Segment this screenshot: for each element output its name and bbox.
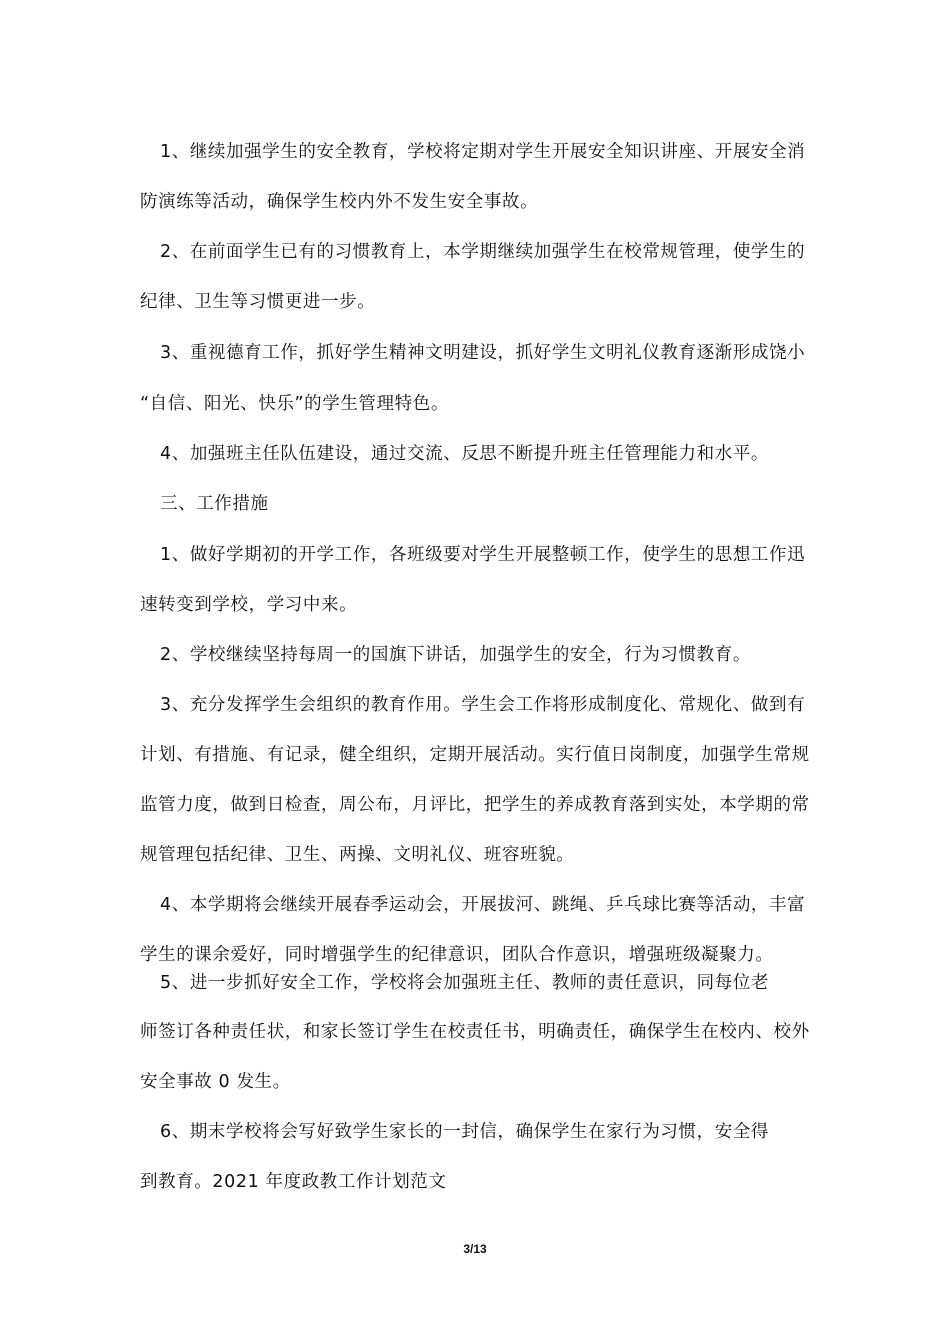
section-heading: 三、工作措施 xyxy=(160,494,269,514)
paragraph-line: 师签订各种责任状，和家长签订学生在校责任书，明确责任，确保学生在校内、校外 xyxy=(140,1022,810,1042)
paragraph-line: 纪律、卫生等习惯更进一步。 xyxy=(140,292,376,312)
paragraph-line: 到教育。2021 年度政教工作计划范文 xyxy=(140,1172,447,1192)
paragraph-line: 5、进一步抓好安全工作，学校将会加强班主任、教师的责任意识，同每位老 xyxy=(160,973,770,993)
paragraph-line: 1、继续加强学生的安全教育，学校将定期对学生开展安全知识讲座、开展安全消 xyxy=(160,142,806,162)
paragraph-line: 规管理包括纪律、卫生、两操、文明礼仪、班容班貌。 xyxy=(140,845,575,865)
page-number: 3/13 xyxy=(463,1242,487,1256)
paragraph-line: 监管力度，做到日检查，周公布，月评比，把学生的养成教育落到实处，本学期的常 xyxy=(140,795,810,815)
paragraph-line: 6、期末学校将会写好致学生家长的一封信，确保学生在家行为习惯，安全得 xyxy=(160,1122,770,1142)
paragraph-line: “自信、阳光、快乐”的学生管理特色。 xyxy=(140,394,449,414)
paragraph-line: 3、重视德育工作，抓好学生精神文明建设，抓好学生文明礼仪教育逐渐形成饶小 xyxy=(160,343,806,363)
paragraph-line: 计划、有措施、有记录，健全组织，定期开展活动。实行值日岗制度，加强学生常规 xyxy=(140,745,810,765)
paragraph-line: 3、充分发挥学生会组织的教育作用。学生会工作将形成制度化、常规化、做到有 xyxy=(160,695,806,715)
paragraph-line: 4、本学期将会继续开展春季运动会，开展拔河、跳绳、乒乓球比赛等活动，丰富 xyxy=(160,895,806,915)
paragraph-line: 防演练等活动，确保学生校内外不发生安全事故。 xyxy=(140,192,539,212)
paragraph-line: 2、在前面学生已有的习惯教育上，本学期继续加强学生在校常规管理，使学生的 xyxy=(160,242,806,262)
paragraph-line: 1、做好学期初的开学工作，各班级要对学生开展整顿工作，使学生的思想工作迅 xyxy=(160,545,806,565)
paragraph-line: 安全事故 0 发生。 xyxy=(140,1072,291,1092)
paragraph-line: 4、加强班主任队伍建设，通过交流、反思不断提升班主任管理能力和水平。 xyxy=(160,444,770,464)
paragraph-line: 学生的课余爱好，同时增强学生的纪律意识，团队合作意识，增强班级凝聚力。 xyxy=(140,945,774,965)
paragraph-line: 2、学校继续坚持每周一的国旗下讲话，加强学生的安全，行为习惯教育。 xyxy=(160,645,751,665)
paragraph-line: 速转变到学校，学习中来。 xyxy=(140,595,358,615)
